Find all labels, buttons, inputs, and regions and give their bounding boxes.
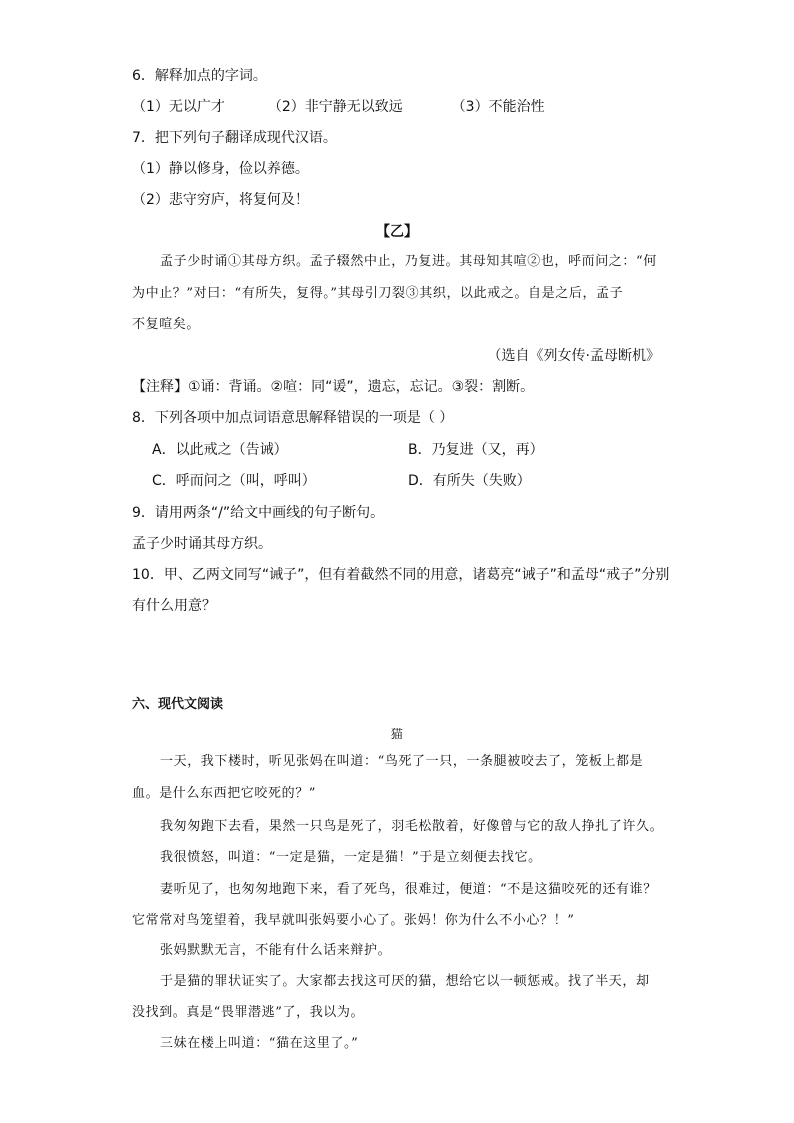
- section6-title: 猫: [390, 727, 404, 741]
- q6-item-2: （2）非宁静无以致远: [267, 99, 403, 115]
- q7-item-2: （2）悲守穷庐，将复何及！: [132, 192, 309, 208]
- q8-title: 8．下列各项中加点词语意思解释错误的一项是（ ）: [132, 410, 454, 426]
- section6-line-5: 妻听见了，也匆匆地跑下来，看了死鸟，很难过，便道：“不是这猫咬死的还有谁？: [160, 882, 657, 897]
- section6-line-2: 血。是什么东西把它咬死的？”: [132, 786, 317, 801]
- section6-line-1: 一天，我下楼时，听见张妈在叫道：“鸟死了一只，一条腿被咬去了，笼板上都是: [160, 754, 644, 769]
- q7-title: 7．把下列句子翻译成现代汉语。: [132, 130, 337, 146]
- q6-items: [132, 97, 545, 117]
- q10-line-1: 10．甲、乙两文同写“诫子”，但有着截然不同的用意，诸葛亮“诫子”和孟母“戒子”分别: [132, 567, 670, 583]
- q10-line-2: 有什么用意？: [132, 598, 216, 614]
- q8-option-c: C．呼而问之（叫，呼叫）: [152, 473, 316, 489]
- q6-item-3: （3）不能治性: [451, 99, 545, 115]
- q9-sentence: 孟子少时诵其母方织。: [132, 536, 272, 552]
- q9-title: 9．请用两条“/”给文中画线的句子断句。: [132, 505, 385, 521]
- section6-line-10: 三妹在楼上叫道：“猫在这里了。”: [160, 1036, 359, 1051]
- yi-note: 【注释】①诵：背诵。②喧：同“谖”，遗忘，忘记。③裂：割断。: [132, 379, 535, 395]
- yi-source: （选自《列女传·孟母断机》: [487, 348, 660, 364]
- section6-line-9: 没找到。真是“畏罪潜逃”了，我以为。: [132, 1005, 365, 1020]
- section6-line-6: 它常常对鸟笼望着，我早就叫张妈要小心了。张妈！你为什么不小心？！”: [132, 913, 575, 928]
- yi-heading: 【乙】: [376, 224, 418, 240]
- yi-para-line-3: 不复喧矣。: [132, 317, 201, 332]
- q6-item-1: （1）无以广才: [132, 99, 225, 115]
- section6-heading: 六、现代文阅读: [132, 697, 224, 712]
- q6-title: 6．解释加点的字词。: [132, 68, 267, 84]
- yi-para-line-1: 孟子少时诵①其母方织。孟子辍然中止，乃复进。其母知其喧②也，呼而问之：“何: [160, 254, 657, 269]
- q8-option-d: D．有所失（失败）: [408, 473, 531, 489]
- section6-line-8: 于是猫的罪状证实了。大家都去找这可厌的猫，想给它以一顿惩戒。找了半天，却: [160, 974, 650, 989]
- section6-line-4: 我很愤怒，叫道：“一定是猫，一定是猫！”于是立刻便去找它。: [160, 850, 542, 865]
- yi-para-line-2: 为中止？”对曰：“有所失，复得。”其母引刀裂③其织，以此戒之。自是之后，孟子: [132, 286, 624, 301]
- section6-line-3: 我匆匆跑下去看，果然一只鸟是死了，羽毛松散着，好像曾与它的敌人挣扎了许久。: [160, 819, 664, 834]
- q7-item-1: （1）静以修身，俭以养德。: [132, 161, 309, 177]
- section6-line-7: 张妈默默无言，不能有什么话来辩护。: [160, 943, 392, 958]
- q8-option-a: A．以此戒之（告诫）: [152, 442, 288, 458]
- q8-option-b: B．乃复进（又，再）: [408, 442, 544, 458]
